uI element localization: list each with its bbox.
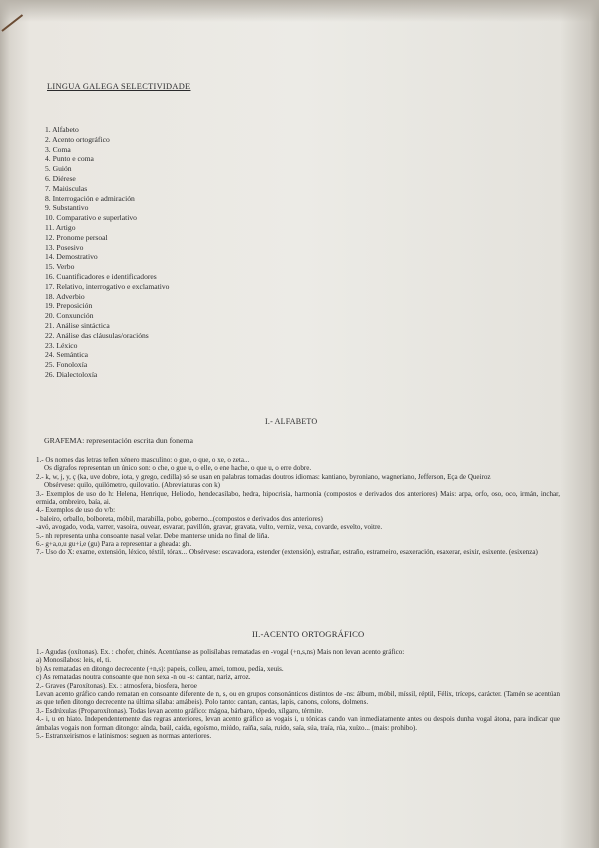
toc-item: 14. Demostrativo [45,252,98,262]
paragraph: a) Monosílabos: leis, el, ti. [36,656,111,665]
paragraph: Obsérvese: quilo, quilómetro, quilovatio. (Abreviaturas con k) [44,481,220,490]
toc-item: 25. Fonoloxía [45,360,88,370]
paragraph: 1.- Agudas (oxítonas). Ex. : chofer, chinés. Acentúanse as polisílabas rematadas en -vogal (+n,s,ns) Mais non levan acento gráfico: [36,648,405,656]
toc-item: 26. Dialectoloxía [45,369,98,379]
toc-item: 1. Alfabeto [45,125,79,134]
toc-item: 19. Preposición [45,301,93,311]
toc-item: 22. Análise das cláusulas/oracións [45,330,149,340]
paragraph: Levan acento gráfico cando rematan en consoante diferente de n, s, ou en grupos consonánticos distintos de -ns: álbum, móbil, míssil, réptil, Félix, tríceps, carácter. (Tamén se acentúan as que teñen ditongo decrecente na última sílaba: amábeis). Polo tanto: cantan, cantas, lapis, canons, colons, dolmens. [36,690,560,707]
grafema-definition: GRAFEMA: representación escrita dun fonema [44,436,193,445]
paragraph: 2.- k, w, j, y, ç (ka, uve dobre, iota, y grego, cedilla) só se usan en palabras tomadas doutros idiomas: kantiano, byroniano, wagneriano, Jefferson, Eça de Queiroz [36,472,491,481]
toc-item: 4. Punto e coma [45,154,94,164]
paragraph: - baleiro, orballo, bolboreta, móbil, marabilla, pobo, goberno...(compostos e derivados dos anteriores) [36,514,323,523]
toc-item: 11. Artigo [45,222,76,232]
paragraph: 4.- i, u en hiato. Independentemente das regras anteriores, levan acento gráfico as vogais i, u tónicas cando van inmediatamente antes ou despois dunha vogal átona, para indicar que ámbalas vogais non forman ditongo: aínda, baúl, caída, egoísmo, miúdo, raíña, saía, ruído, saía, súa, traía, rúa, xuízo... (mais: prohibo). [36,715,560,732]
paragraph: 5.- nh representa unha consoante nasal velar. Debe manterse unida no final de liña. [36,531,270,540]
paragraph: 6.- g+a,o,u gu+i,e (gu) Para a representar a gheada: gh. [36,540,192,549]
toc-item: 5. Guión [45,164,72,174]
toc-item: 7. Maiúsculas [45,183,88,193]
section-heading-acento: II.-ACENTO ORTOGRÁFICO [252,629,365,639]
toc-item: 8. Interrogación e admiración [45,193,135,203]
paragraph: 3.- Esdrúxulas (Proparoxítonas). Todas levan acento gráfico: mágoa, bárbaro, tépedo, xílgaro, térmite. [36,706,324,715]
page-title: LINGUA GALEGA SELECTIVIDADE [47,82,191,91]
toc-item: 10. Comparativo e superlativo [45,213,137,223]
paragraph: 1.- Os nomes das letras teñen xénero masculino: o gue, o que, o xe, o zeta... [36,456,250,464]
toc-item: 17. Relativo, interrogativo e exclamativo [45,281,170,291]
paragraph: 2.- Graves (Paroxítonas). Ex. : atmosfera, biosfera, heroe [36,681,197,690]
toc-item: 3. Coma [45,144,71,154]
paragraph: 3.- Exemplos de uso do h: Helena, Henrique, Heliodo, hendecasílabo, hedra, hipocrisía, harmonía (compostos e derivados dos anteriores) Mais: arpa, orfo, oso, oco, irmán, inchar, ermida, ombreiro, baía, ai. [36,489,560,507]
toc-item: 2. Acento ortográfico [45,134,110,144]
toc-item: 16. Cuantificadores e identificadores [45,271,157,281]
paragraph: 7.- Uso do X: exame, extensión, léxico, téxtil, tórax... Obsérvese: escavadora, estender (extensión), estrañar, estraño, estrameiro, esaxeración, esaxerar, esixir, esixente. (esixenza) [36,548,538,557]
top-shadow [0,0,599,22]
toc-item: 9. Substantivo [45,203,89,213]
paragraph: 4.- Exemplos de uso do v/b: [36,506,116,515]
toc-item: 13. Posesivo [45,242,84,252]
toc-item: 15. Verbo [45,262,75,272]
acento-body [36,648,560,740]
toc-item: 20. Conxunción [45,311,94,321]
section-heading-alfabeto: I.- ALFABETO [265,417,318,426]
paragraph: -avó, avogado, voda, varrer, vasoira, ouvear, esvarar, pavillón, gravar, gravata, vulto, verniz, vexa, covarde, esvelto, voitre. [36,523,383,532]
toc-item: 24. Semántica [45,350,89,360]
alfabeto-body [36,456,560,557]
paragraph: 5.- Estranxeirismos e latinismos: seguen as normas anteriores. [36,732,212,741]
toc-item: 12. Pronome persoal [45,232,108,242]
table-of-contents [45,125,345,380]
toc-item: 23. Léxico [45,340,78,350]
toc-item: 6. Diérese [45,173,76,183]
paragraph: c) As rematadas noutra consoante que non sexa -n ou -s: cantar, nariz, arroz. [36,673,251,682]
paragraph: Os dígrafos representan un único son: o che, o gue u, o elle, o ene hache, o que u, o erre dobre. [44,464,312,473]
toc-item: 21. Análise sintáctica [45,320,110,330]
paragraph: b) As rematadas en ditongo decrecente (+n,s): papeis, colleu, amei, tomou, pedía, xeuis. [36,664,284,673]
toc-item: 18. Adverbio [45,291,85,301]
